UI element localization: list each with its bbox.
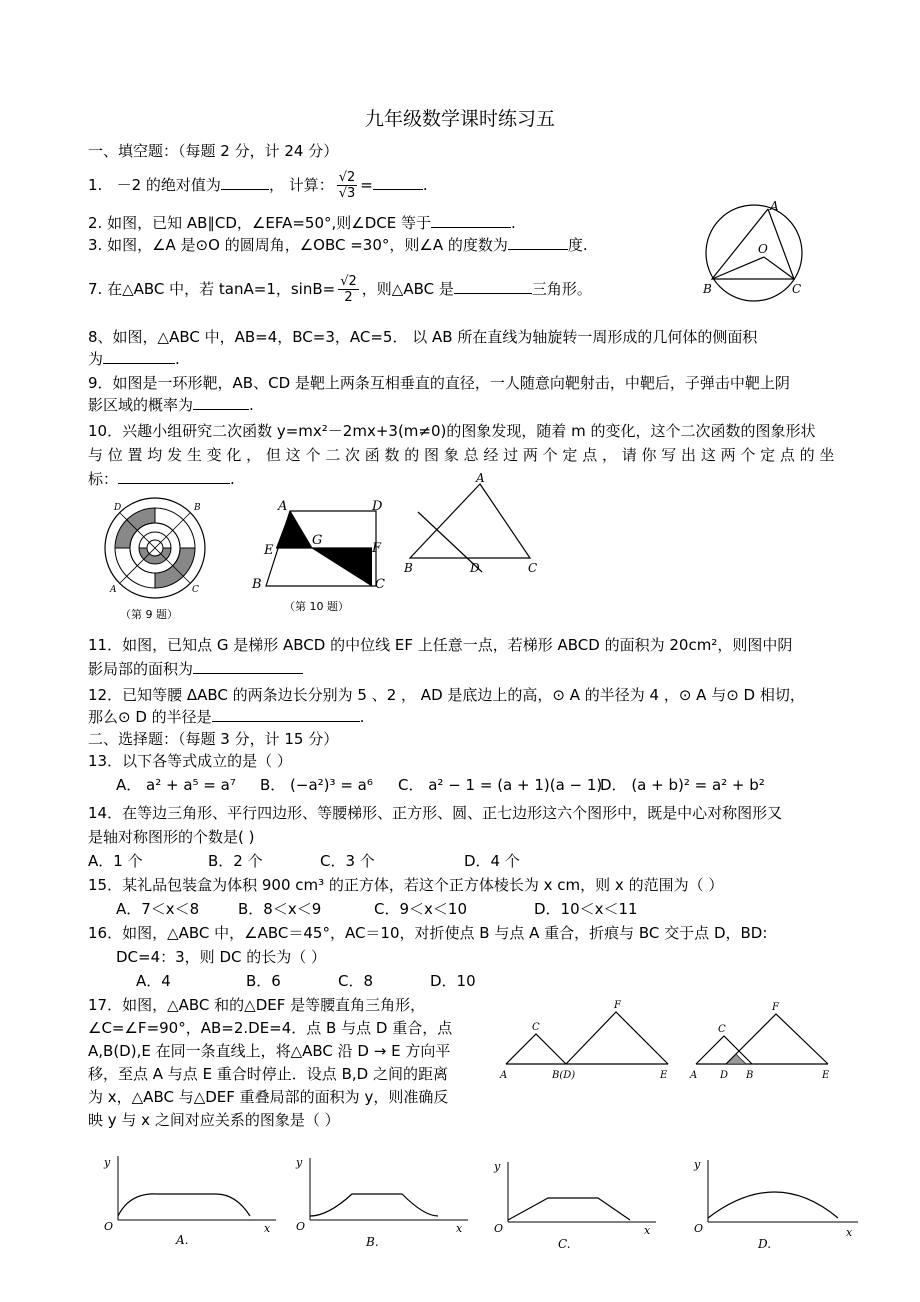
question-16-line2: DC=4：3，则 DC 的长为（ ） (116, 948, 327, 966)
question-17-line6: 映 y 与 x 之间对应关系的图象是（ ） (88, 1111, 340, 1129)
option-13b[interactable]: B． (−a²)³ = a⁶ (260, 776, 373, 794)
svg-text:x: x (644, 1224, 651, 1237)
circle-o (706, 205, 802, 301)
answer-blank (212, 707, 360, 722)
svg-text:B: B (746, 1070, 754, 1081)
angle-boc (712, 257, 794, 279)
svg-text:y: y (296, 1156, 303, 1169)
question-16-line1: 16．如图，△ABC 中，∠ABC＝45°，AC＝10，对折使点 B 与点 A 重合，折痕与 BC 交于点 D，BD: (88, 924, 768, 942)
triangle-abc (712, 209, 794, 279)
svg-text:B(D): B(D) (552, 1070, 576, 1081)
svg-text:x: x (846, 1226, 853, 1239)
option-15c[interactable]: C．9＜x＜10 (374, 900, 467, 918)
svg-text:D: D (372, 499, 383, 514)
question-17-line3: A,B(D),E 在同一条直线上，将△ABC 沿 D → E 方向平 (88, 1042, 451, 1060)
svg-text:B: B (194, 503, 201, 513)
svg-text:y: y (104, 1156, 111, 1169)
svg-text:B: B (404, 561, 413, 575)
svg-text:F: F (372, 541, 382, 556)
question-14-line1: 14．在等边三角形、平行四边形、等腰梯形、正方形、圆、正七边形这六个图形中，既是中心对称图形又 (88, 804, 783, 822)
option-13d[interactable]: D． (a + b)² = a² + b² (600, 776, 765, 794)
option-16b[interactable]: B．6 (246, 972, 281, 990)
fig9-caption: （第 9 题） (120, 608, 178, 621)
graph-option-a[interactable] (96, 1150, 286, 1252)
svg-text:C: C (718, 1024, 726, 1035)
option-15b[interactable]: B．8＜x＜9 (238, 900, 322, 918)
page-title: 九年级数学课时练习五 (364, 108, 555, 130)
label-a: A (770, 199, 779, 213)
question-1: 1. －2 的绝对值为 ， 计算： $\frac{√2}{√3}$ = . (88, 170, 428, 201)
svg-text:D: D (470, 561, 480, 575)
option-14c[interactable]: C．3 个 (320, 852, 375, 870)
question-17-line2: ∠C=∠F=90°，AB=2.DE=4．点 B 与点 D 重合，点 (88, 1019, 453, 1037)
svg-text:O: O (694, 1222, 704, 1235)
fraction: $\frac{√2}{2}$ (340, 274, 357, 305)
question-11-line2: 影局部的面积为 (88, 658, 303, 680)
svg-text:A: A (476, 472, 485, 485)
option-label-d: D. (758, 1237, 772, 1251)
svg-text:A: A (110, 585, 117, 595)
svg-text:O: O (296, 1220, 306, 1233)
fig10-caption: （第 10 题） (284, 600, 349, 613)
svg-text:F: F (614, 1000, 621, 1011)
option-14b[interactable]: B．2 个 (208, 852, 263, 870)
svg-text:A: A (500, 1070, 508, 1081)
svg-text:A: A (278, 499, 288, 514)
svg-text:y: y (494, 1160, 501, 1173)
option-13c[interactable]: C． a² − 1 = (a + 1)(a − 1) (398, 776, 603, 794)
option-15d[interactable]: D．10＜x＜11 (534, 900, 638, 918)
svg-text:E: E (264, 543, 274, 558)
question-17-line1: 17．如图，△ABC 和的△DEF 是等腰直角三角形， (88, 996, 426, 1014)
question-10-line2: 与 位 置 均 发 生 变 化 ， 但 这 个 二 次 函 数 的 图 象 总 经 过 两 个 定 点 ， 请 你 写 出 这 两 个 定 点 的 坐 (88, 446, 835, 464)
label-b: B (703, 282, 712, 296)
option-label-c: C. (558, 1237, 571, 1251)
question-8-line2: 为 . (88, 350, 180, 368)
option-label-b: B. (366, 1235, 379, 1249)
graph-option-c[interactable] (486, 1158, 666, 1260)
question-17-line4: 移，至点 A 与点 E 重合时停止．设点 B,D 之间的距离 (88, 1065, 448, 1083)
section-fill-blank: 一、填空题：（每题 2 分，计 24 分） (88, 142, 339, 160)
option-15a[interactable]: A．7＜x＜8 (116, 900, 200, 918)
label-o: O (758, 242, 768, 256)
svg-text:D: D (114, 503, 122, 513)
svg-text:x: x (456, 1222, 463, 1235)
q17-figure-moving (688, 996, 838, 1086)
fraction: $\frac{√2}{√3}$ (338, 170, 356, 201)
ring-target-figure (98, 496, 216, 624)
question-8-line1: 8、如图，△ABC 中，AB=4，BC=3，AC=5． 以 AB 所在直线为轴旋转一周形成的几何体的侧面积 (88, 328, 758, 346)
graph-option-b[interactable] (288, 1154, 478, 1256)
answer-blank (193, 659, 303, 674)
svg-text:O: O (494, 1222, 504, 1235)
answer-blank (118, 469, 230, 484)
answer-blank (454, 279, 532, 294)
question-12-line2: 那么⊙ D 的半径是 . (88, 708, 365, 726)
answer-blank (103, 349, 175, 364)
svg-text:C: C (528, 561, 538, 575)
svg-text:E: E (660, 1070, 668, 1081)
question-10-line1: 10．兴趣小组研究二次函数 y=mx²－2mx+3(m≠0)的图象发现，随着 m 的变化，这个二次函数的图象形状 (88, 422, 816, 440)
question-10-line3: 标： . (88, 470, 235, 488)
option-16a[interactable]: A．4 (136, 972, 171, 990)
option-16d[interactable]: D．10 (430, 972, 476, 990)
svg-text:C: C (532, 1022, 540, 1033)
question-7: 7. 在△ABC 中，若 tanA=1，sinB= $\frac{√2}{2}$ ，则△ABC 是 三角形。 (88, 274, 592, 305)
question-9-line1: 9．如图是一环形靶，AB、CD 是靶上两条互相垂直的直径，一人随意向靶射击，中靶后，子弹击中靶上阴 (88, 374, 790, 392)
answer-blank (193, 395, 249, 410)
svg-text:F: F (772, 1002, 779, 1013)
graph-option-d[interactable] (686, 1156, 866, 1258)
svg-text:G: G (312, 533, 323, 548)
question-11-line1: 11．如图，已知点 G 是梯形 ABCD 的中位线 EF 上任意一点，若梯形 ABCD 的面积为 20cm²，则图中阴 (88, 636, 793, 654)
answer-blank (508, 235, 568, 250)
circle-figure (696, 195, 816, 305)
svg-text:A: A (690, 1070, 698, 1081)
question-13: 13．以下各等式成立的是（ ） (88, 752, 292, 770)
option-label-a: A. (176, 1233, 189, 1247)
section-choice: 二、选择题：（每题 3 分，计 15 分） (88, 730, 339, 748)
question-15: 15．某礼品包装盒为体积 900 cm³ 的正方体，若这个正方体棱长为 x cm，则 x 的范围为（ ） (88, 876, 724, 894)
shaded-triangle-agE (276, 511, 312, 548)
question-2: 2. 如图，已知 AB∥CD，∠EFA=50°,则∠DCE 等于 . (88, 214, 516, 232)
question-17-line5: 为 x，△ABC 与△DEF 重叠局部的面积为 y，则准确反 (88, 1088, 449, 1106)
trapezoid-figure (246, 496, 396, 622)
answer-blank (373, 175, 423, 190)
svg-text:B: B (252, 577, 262, 592)
question-3: 3. 如图，∠A 是⊙O 的圆周角，∠OBC =30°，则∠A 的度数为 度. (88, 236, 588, 254)
answer-blank (431, 213, 511, 228)
svg-text:O: O (104, 1220, 114, 1233)
svg-text:E: E (822, 1070, 830, 1081)
svg-text:x: x (264, 1222, 271, 1235)
option-14d[interactable]: D．4 个 (464, 852, 520, 870)
fold-triangle-figure (400, 472, 550, 582)
svg-text:C: C (375, 577, 385, 592)
q17-figure-start (496, 996, 676, 1086)
svg-text:C: C (192, 585, 199, 595)
option-13a[interactable]: A． a² + a⁵ = a⁷ (116, 776, 236, 794)
label-c: C (792, 282, 802, 296)
question-9-line2: 影区域的概率为 . (88, 396, 254, 414)
question-14-line2: 是轴对称图形的个数是( ) (88, 828, 255, 846)
svg-text:D: D (720, 1070, 729, 1081)
svg-text:y: y (694, 1158, 701, 1171)
option-16c[interactable]: C．8 (338, 972, 374, 990)
option-14a[interactable]: A．1 个 (88, 852, 143, 870)
answer-blank (221, 175, 269, 190)
question-12-line1: 12．已知等腰 ΔABC 的两条边长分别为 5 、2 ， AD 是底边上的高，⊙ A 的半径为 4 ，⊙ A 与⊙ D 相切， (88, 686, 805, 704)
